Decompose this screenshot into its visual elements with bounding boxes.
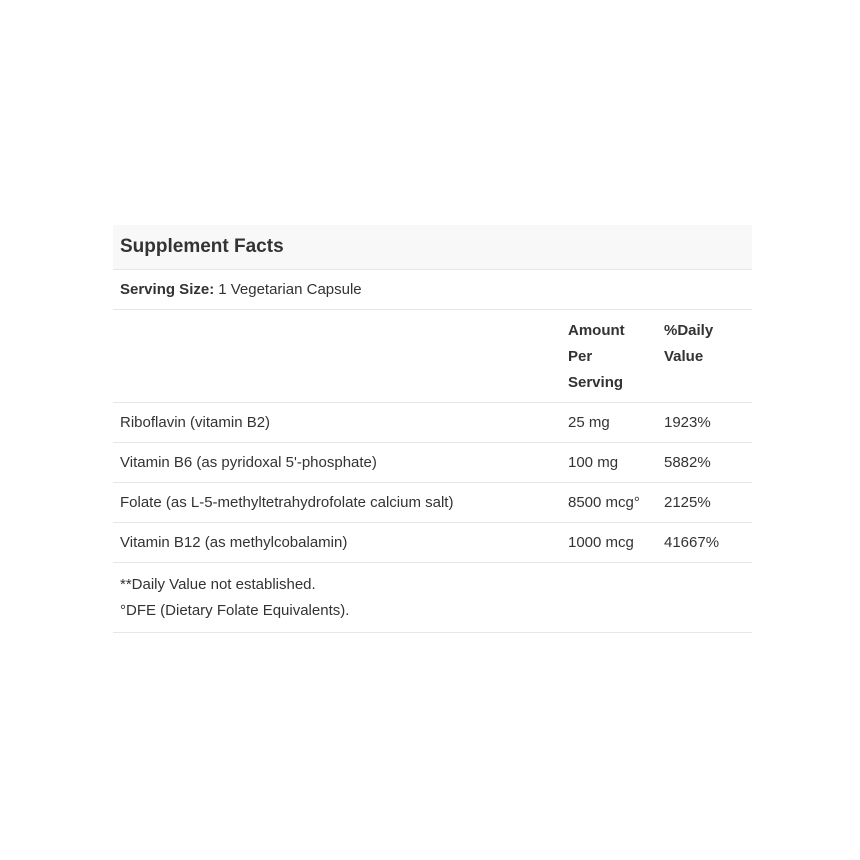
nutrient-daily-value: 2125% xyxy=(664,494,711,511)
amount-header-line: Serving xyxy=(568,374,624,391)
amount-header-line: Amount xyxy=(568,322,625,339)
nutrient-daily-value: 1923% xyxy=(664,414,711,431)
nutrient-name: Folate (as L-5-methyltetrahydrofolate calcium salt) xyxy=(120,494,454,511)
footnotes xyxy=(113,563,752,633)
dv-header-line: Value xyxy=(664,348,704,365)
footnote-dfe: °DFE (Dietary Folate Equivalents). xyxy=(120,602,350,619)
nutrient-daily-value: 41667% xyxy=(664,534,720,551)
nutrient-name: Vitamin B12 (as methylcobalamin) xyxy=(120,534,348,551)
dv-header-line: %Daily xyxy=(664,322,714,339)
nutrient-name: Riboflavin (vitamin B2) xyxy=(120,414,271,431)
nutrient-row-vitamin-b6 xyxy=(113,443,752,483)
nutrient-amount: 1000 mcg xyxy=(568,534,634,551)
nutrient-amount: 8500 mcg° xyxy=(568,494,640,511)
nutrient-row-folate xyxy=(113,483,752,523)
amount-per-serving-header xyxy=(568,318,648,396)
footnote-daily-value: **Daily Value not established. xyxy=(120,576,316,593)
supplement-facts-panel xyxy=(113,225,752,633)
nutrient-daily-value: 5882% xyxy=(664,454,711,471)
nutrient-row-riboflavin xyxy=(113,403,752,443)
column-header-row xyxy=(113,310,752,403)
nutrient-amount: 25 mg xyxy=(568,414,610,431)
nutrient-amount: 100 mg xyxy=(568,454,619,471)
serving-size-value: 1 Vegetarian Capsule xyxy=(218,281,362,298)
title-row xyxy=(113,225,752,270)
nutrient-name: Vitamin B6 (as pyridoxal 5'-phosphate) xyxy=(120,454,377,471)
amount-header-line: Per xyxy=(568,348,593,365)
nutrient-row-vitamin-b12 xyxy=(113,523,752,563)
panel-title: Supplement Facts xyxy=(120,236,284,257)
serving-size-label: Serving Size: xyxy=(120,281,215,298)
serving-size-row xyxy=(113,270,752,310)
daily-value-header xyxy=(664,318,744,370)
